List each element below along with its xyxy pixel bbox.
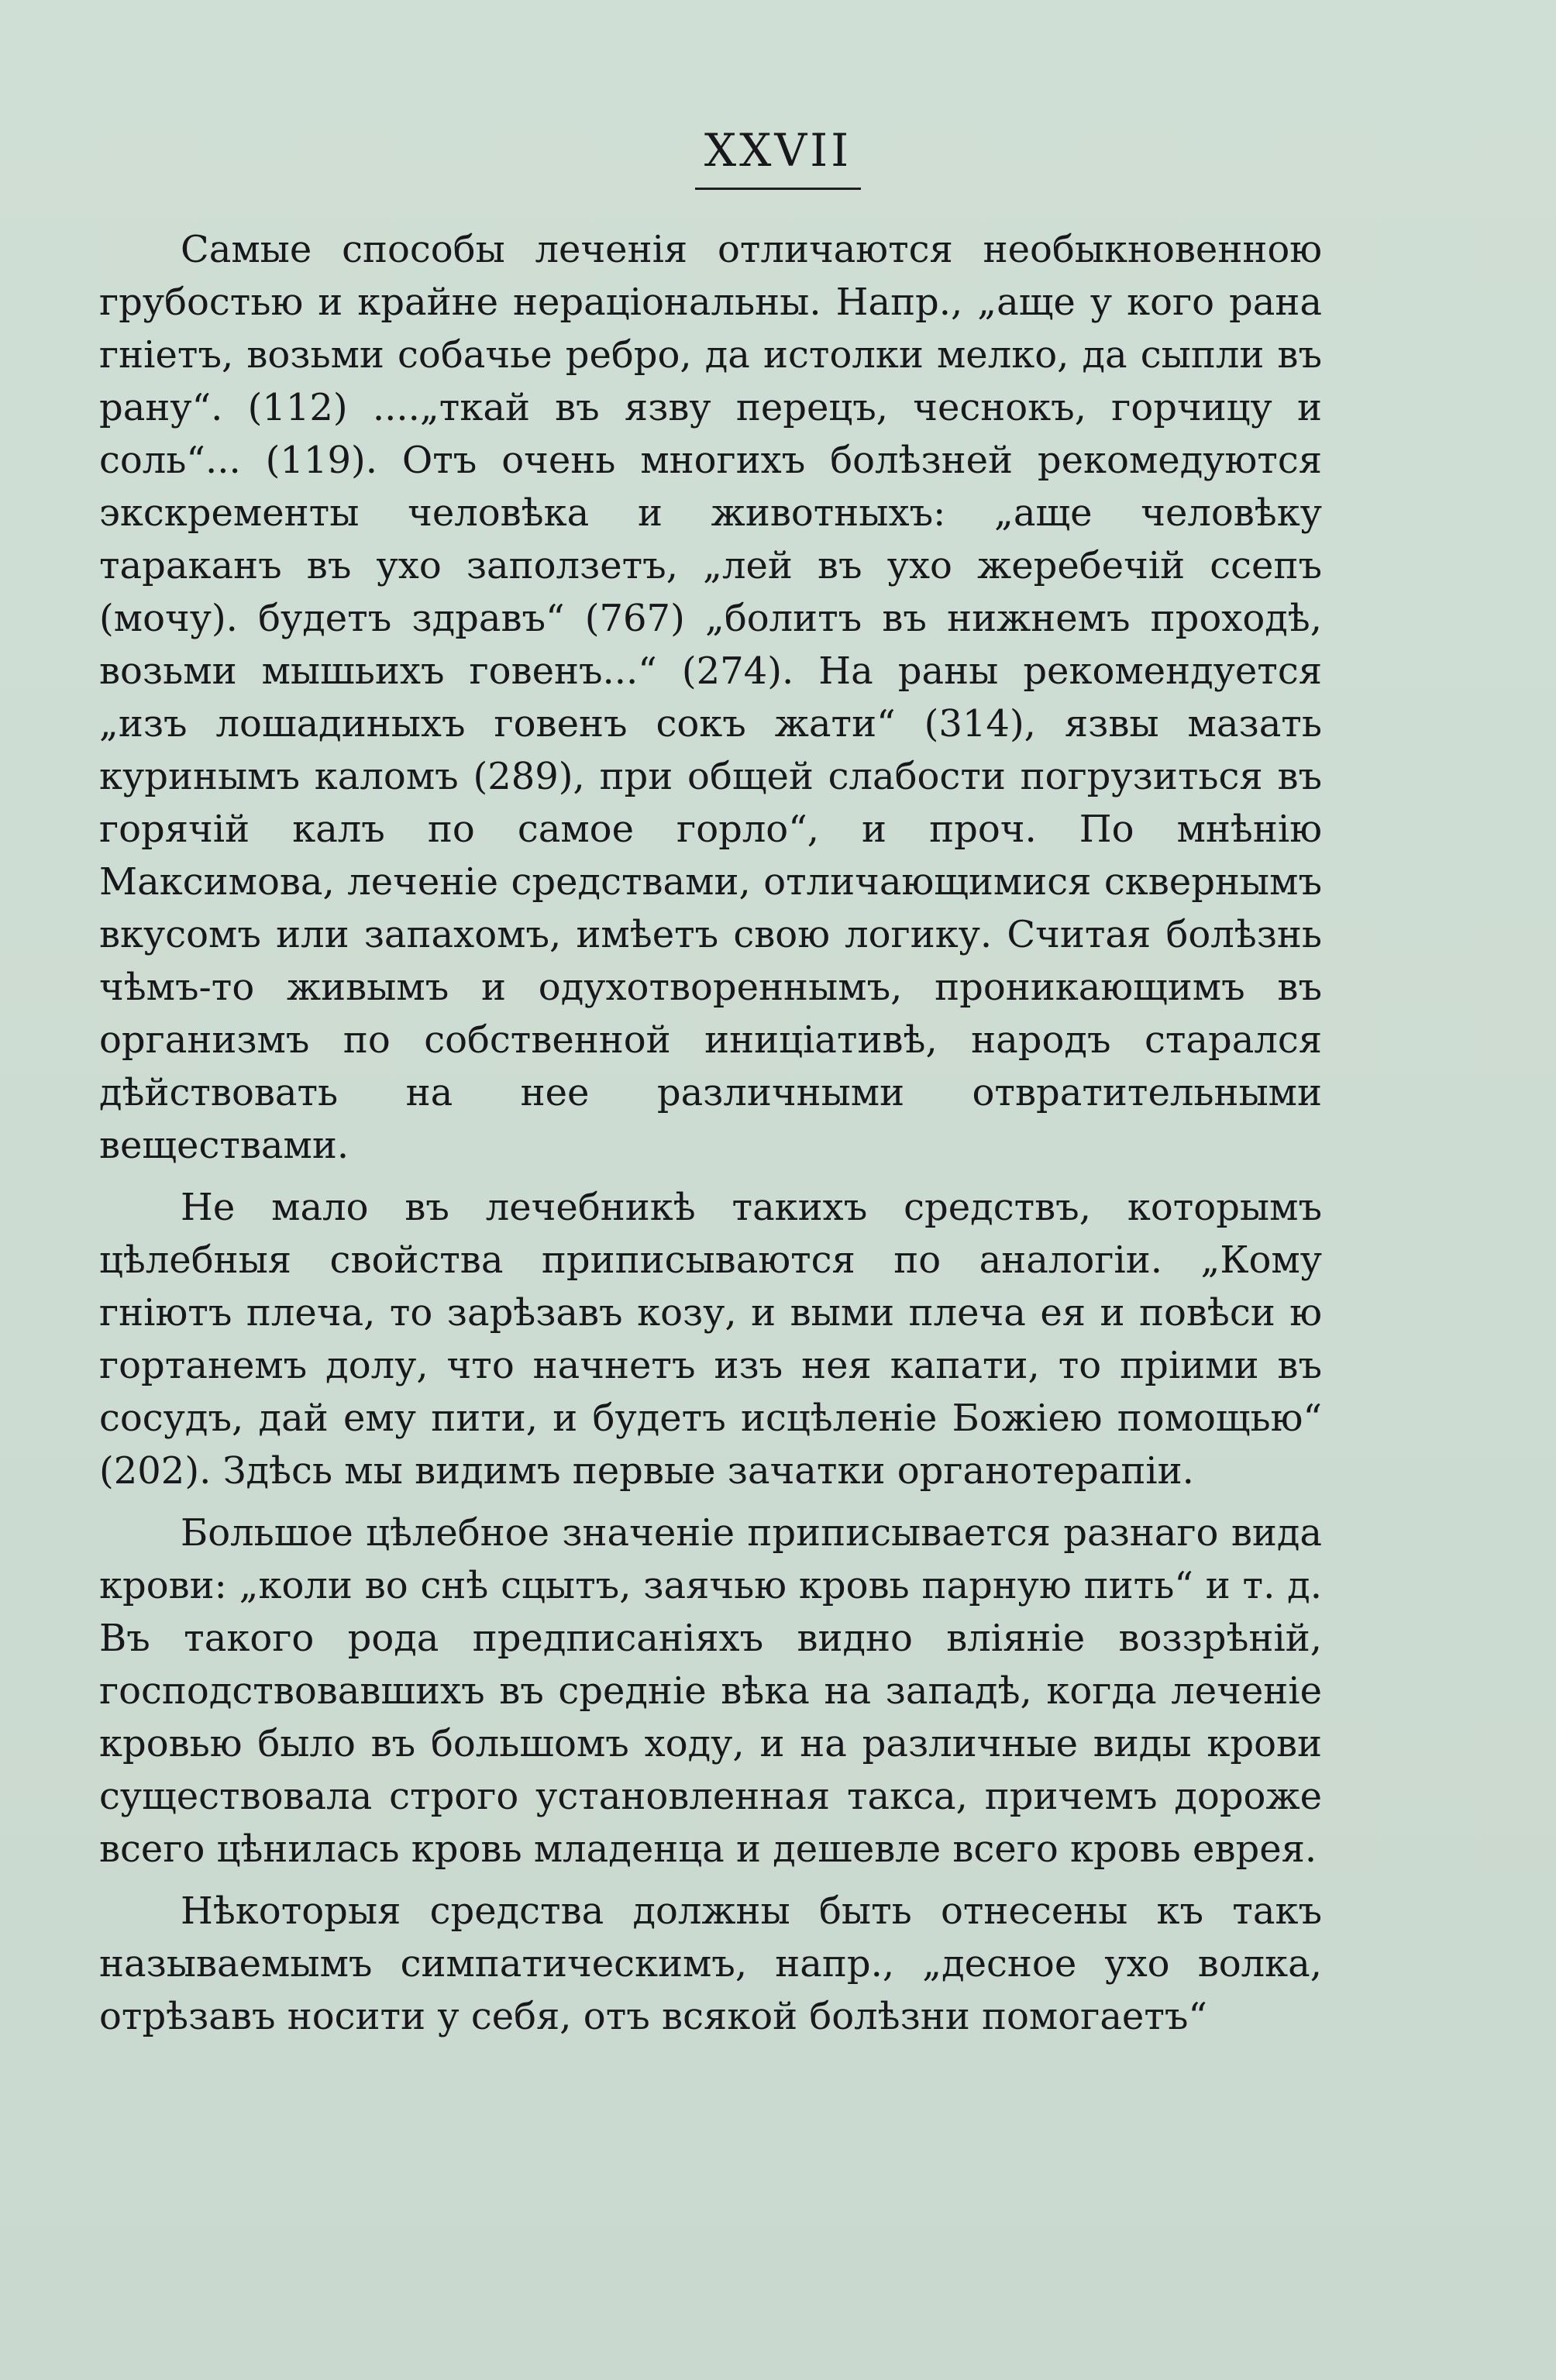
page-number: XXVII [695,124,861,190]
paragraph-2: Не мало въ лечебникѣ такихъ средствъ, которымъ цѣлебныя свойства приписываются по аналогіи. „Кому гніютъ плеча, то зарѣзавъ козу, и выми плеча ея и повѣси ю гортанемъ долу, что начнетъ изъ нея капати, то пріими въ сосудъ, дай ему пити, и будетъ исцѣленіе Божіею помощью“ (202). Здѣсь мы видимъ первые зачатки органотерапіи. [99,1186,1322,1493]
paragraph-3: Большое цѣлебное значеніе приписывается разнаго вида крови: „коли во снѣ сцытъ, заячью кровь парную пить“ и т. д. Въ такого рода предписаніяхъ видно вліяніе воззрѣній, господствовавшихъ въ средніе вѣка на западѣ, когда леченіе кровью было въ большомъ ходу, и на различные виды крови существовала строго установленная такса, причемъ дороже всего цѣнилась кровь младенца и дешевле всего кровь еврея. [99,1511,1322,1871]
paragraph-1: Самые способы леченія отличаются необыкновенною грубостью и крайне нераціональны. Напр., „аще у кого рана гніетъ, возьми собачье ребро, да истолки мелко, да сыпли въ рану“. (112) ....„ткай въ язву перецъ, чеснокъ, горчицу и соль“... (119). Отъ очень многихъ болѣзней рекомедуются экскременты человѣка и животныхъ: „аще человѣку тараканъ въ ухо заползетъ, „лей въ ухо жеребечій ссепъ (мочу). будетъ здравъ“ (767) „болитъ въ нижнемъ проходѣ, возьми мышьихъ говенъ...“ (274). На раны рекомендуется „изъ лошадиныхъ говенъ сокъ жати“ (314), язвы мазать куринымъ каломъ (289), при общей слабости погрузиться въ горячій калъ по самое горло“, и проч. По мнѣнію Максимова, леченіе средствами, отличающимися сквернымъ вкусомъ или запахомъ, имѣетъ свою логику. Считая болѣзнь чѣмъ-то живымъ и одухотвореннымъ, проникающимъ въ организмъ по собственной иниціативѣ, народъ старался дѣйствовать на нее различными отвратительными веществами. [99,228,1322,1167]
body-text [99,223,1322,2043]
paragraph-4: Нѣкоторыя средства должны быть отнесены къ такъ называемымъ симпатическимъ, напр., „десное ухо волка, отрѣзавъ носити у себя, отъ всякой болѣзни помогаетъ“ [99,1889,1322,2038]
page-header [0,124,1556,190]
